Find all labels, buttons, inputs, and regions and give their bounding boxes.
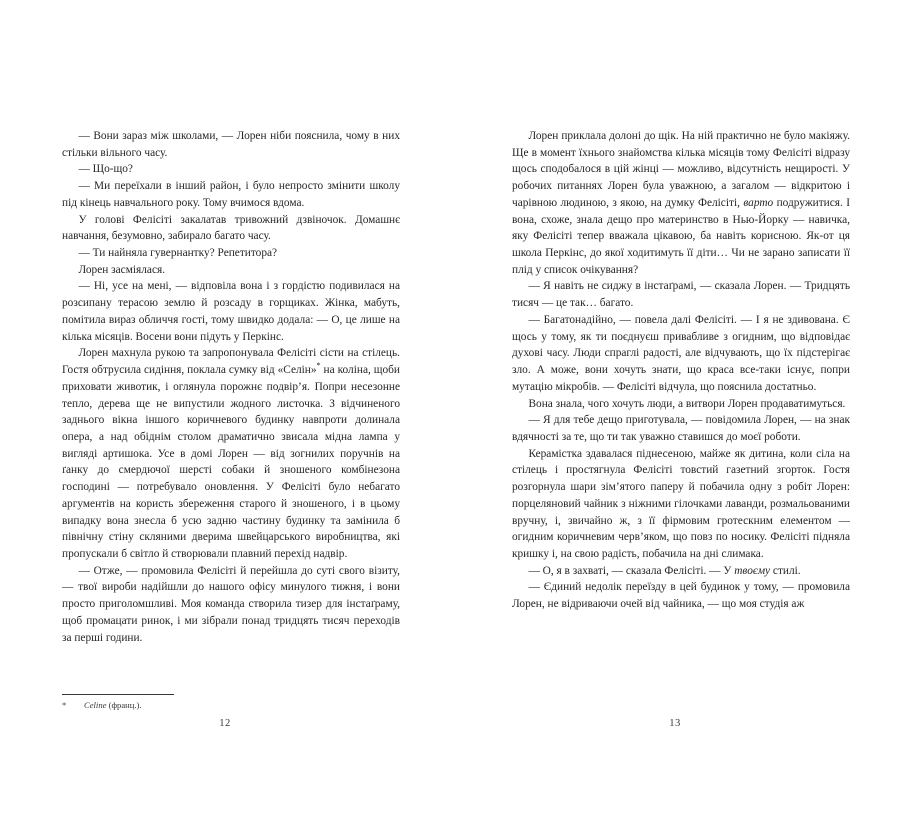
paragraph: — Єдиний недолік переїзду в цей будинок у тому, — промовила Лорен, не відриваючи очей від чайника, — що моя студія аж: [512, 581, 850, 611]
paragraph: — Ні, усе на мені, — відповіла вона і з гордістю подивилася на розсипану терасою землю й розсаду в горщиках. Жінка, мабуть, помітила вираз обличчя гості, тому швидко додала: — О, це лише на кілька місяців. Восени вони підуть у Перкінс.: [62, 280, 400, 343]
footnote-rest: (франц.).: [106, 700, 142, 710]
paragraph-text-before-italic: — О, я в захваті, — сказала Фелісіті. — У: [528, 564, 735, 577]
footnote-marker: *: [62, 700, 67, 710]
paragraph: — Я навіть не сиджу в інстаґрамі, — сказала Лорен. — Тридцять тисяч — це так… багато.: [512, 280, 850, 310]
paragraph: У голові Фелісіті закалатав тривожний дзвіночок. Домашнє навчання, безумовно, забирало багато часу.: [62, 213, 400, 243]
paragraph: — Що-що?: [78, 163, 133, 176]
paragraph: — Вони зараз між школами, — Лорен ніби пояснила, чому в них стільки вільного часу.: [62, 130, 400, 159]
italic-emphasis: твоєму: [734, 564, 771, 577]
paragraph: Лорен засміялася.: [78, 263, 166, 276]
paragraph-text-after-italic: подружитися. І вона, схоже, знала дещо про материнство в Нью-Йорку — навичка, яку Фелісіті тепер вважала цікавою, ба навіть корисною. Як-от ця школа Перкінс, до якої ходитимуть її діти… Чи не зарано записати її плід у список очікування?: [512, 196, 850, 276]
page-number-right: 13: [669, 718, 681, 729]
paragraph-text-before-footnote: Лорен махнула рукою та запропонувала Фелісіті сісти на стілець. Гостя обтрусила сидіння, поклала сумку від «Селін»: [62, 347, 400, 377]
footnote-text: [84, 699, 400, 711]
page-right: [450, 0, 900, 817]
page-number-left: 12: [219, 718, 231, 729]
paragraph: — Ми переїхали в інший район, і було непросто змінити школу під кінець навчального року. Тому вчимося вдома.: [62, 180, 400, 209]
paragraph-with-footnote-ref: [62, 345, 400, 562]
paragraph-with-italic: [512, 128, 850, 278]
footnote-reference-marker[interactable]: *: [316, 361, 321, 371]
page-right-textblock: [512, 128, 850, 613]
paragraph: Керамістка здавалася піднесеною, майже як дитина, коли сіла на стілець і простягнула Фелісіті товстий газетний згорток. Гостя розгорнула шари зім’ятого паперу й побачила одну з робіт Лорен: порцеляновий чайник з ніжними гілочками лаванди, розмальованими вручну, і, звичайно ж, з її фірмовим гротескним елементом — огидним коричневим черв’яком, що повз по носику. Фелісіті підняла кришку і, на свою радість, побачила на дні слимака.: [512, 447, 850, 560]
paragraph-text-after-footnote: на коліна, щоби приховати животик, і оглянула порожнє подвір’я. Попри несезонне тепло, дерева ще не випустили жодного листочка. З відчиненого заднього вікна іншого коричневого будинку навпроти долинала опера, а над обіднім столом драматично звисала мідна лампа у вигляді артишока. Усе в домі Лорен — від зогнилих поручнів на ґанку до смердючої шерсті собаки й зношеного комбінезона господині — потребувало оновлення. У Фелісіті було небагато аргументів на користь збереження старого й зношеного, і в цьому випадку вона знесла б усю задню частину будинку та замінила б північну стіну скляними дверима швейцарського виробництва, які пропускали б світло й створювали плавний перехід надвір.: [62, 364, 400, 560]
paragraph: — Ти найняла гувернантку? Репетитора?: [78, 247, 278, 260]
page-left-textblock: [62, 128, 400, 646]
italic-emphasis: варто: [743, 196, 774, 209]
paragraph-text-after-italic: стилі.: [770, 564, 801, 577]
footnote: [62, 699, 400, 711]
paragraph-with-italic: [512, 563, 850, 580]
paragraph: — Я для тебе дещо приготувала, — повідомила Лорен, — на знак вдячності за те, що ти так уважно ставишся до моєї роботи.: [512, 414, 850, 443]
footnote-area: [62, 694, 400, 711]
paragraph: — Отже, — промовила Фелісіті й перейшла до суті свого візиту, — твої вироби надійшли до нашого офісу минулого тижня, і вони просто приголомшливі. Моя команда створила тизер для інстаґраму, щоб промацати ринок, і ми зібрали понад тридцять тисяч переходів за перші години.: [62, 564, 400, 644]
footnote-rule: [62, 694, 174, 695]
paragraph: Вона знала, чого хочуть люди, а витвори Лорен продаватимуться.: [528, 397, 846, 410]
paragraph: — Багатонадійно, — повела далі Фелісіті. — І я не здивована. Є щось у тому, як ти поєднуєш привабливе з огидним, що відповідає духові часу. Люди спраглі радості, але відчувають, що їх підстерігає зло. А може, вони хочуть знати, що краса все-таки існує, попри мутацію мікробів. — Фелісіті відчула, що пояснила достатньо.: [512, 313, 850, 393]
footnote-italic-term: Celine: [84, 700, 107, 710]
paragraph-text-before-italic: Лорен приклала долоні до щік. На ній практично не було макіяжу. Ще в момент їхнього знайомства кілька місяців тому Фелісіті відразу щось сподобалося в цій жінці — можливо, відсутність нещирості. У робочих питаннях Лорен була уважною, а загалом — відкритою і чарівною людиною, з якою, на думку Фелісіті,: [512, 130, 850, 209]
